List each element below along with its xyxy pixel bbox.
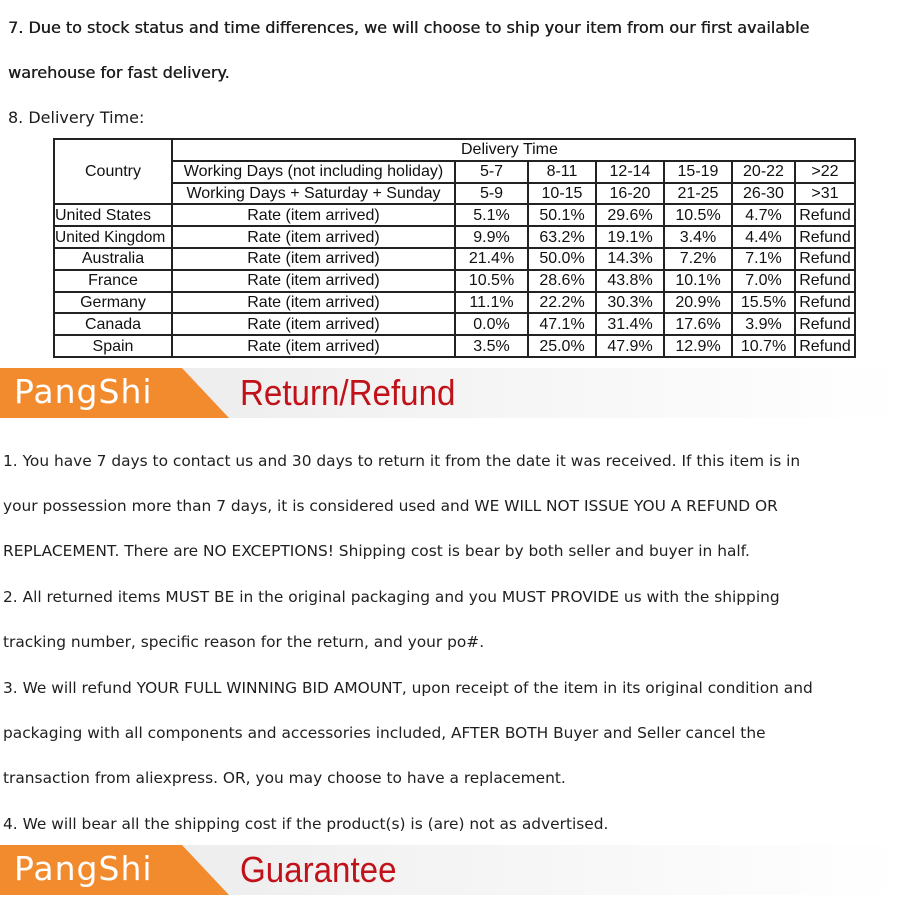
metric-cell: Rate (item arrived) — [172, 292, 455, 314]
table-cell: Refund — [795, 313, 855, 335]
table-cell: 3.9% — [732, 313, 795, 335]
table-cell: 21.4% — [455, 248, 528, 270]
country-cell: United States — [54, 204, 172, 226]
table-cell: Refund — [795, 292, 855, 314]
return-line: 4. We will bear all the shipping cost if the product(s) is (are) not as advertised. — [3, 815, 609, 833]
return-line: tracking number, specific reason for the return, and your po#. — [3, 633, 485, 651]
shipping-paragraph-7-line2: warehouse for fast delivery. — [8, 63, 230, 82]
shipping-paragraph-7-line1: 7. Due to stock status and time differences, we will choose to ship your item from our first available — [8, 18, 810, 37]
return-line: 1. You have 7 days to contact us and 30 days to return it from the date it was received. If this item is in — [3, 452, 801, 470]
table-cell: 15-19 — [664, 161, 732, 183]
table-cell: 19.1% — [596, 226, 664, 248]
table-cell: 11.1% — [455, 292, 528, 314]
table-cell: 4.7% — [732, 204, 795, 226]
country-cell: Spain — [54, 335, 172, 357]
table-cell: 43.8% — [596, 270, 664, 292]
table-cell: 10.1% — [664, 270, 732, 292]
metric-cell: Rate (item arrived) — [172, 204, 455, 226]
country-header: Country — [54, 139, 172, 204]
brand-tag — [0, 368, 232, 418]
table-cell: 16-20 — [596, 183, 664, 205]
table-cell: 50.0% — [528, 248, 596, 270]
table-row — [54, 204, 855, 226]
table-cell: 10.5% — [455, 270, 528, 292]
table-cell: Refund — [795, 270, 855, 292]
table-cell: 5-9 — [455, 183, 528, 205]
table-cell: Refund — [795, 204, 855, 226]
table-cell: >31 — [795, 183, 855, 205]
return-line: 3. We will refund YOUR FULL WINNING BID AMOUNT, upon receipt of the item in its original condition and — [3, 679, 813, 697]
table-cell: 22.2% — [528, 292, 596, 314]
table-cell: 12-14 — [596, 161, 664, 183]
table-row-working-days — [54, 161, 855, 183]
section-heading: Guarantee — [240, 849, 397, 890]
table-cell: 8-11 — [528, 161, 596, 183]
table-row-working-days-weekend — [54, 183, 855, 205]
table-cell: 21-25 — [664, 183, 732, 205]
table-cell: 47.9% — [596, 335, 664, 357]
table-cell: 12.9% — [664, 335, 732, 357]
table-cell: 3.4% — [664, 226, 732, 248]
table-cell: 10.5% — [664, 204, 732, 226]
row-label-working-days: Working Days (not including holiday) — [172, 161, 455, 183]
table-row — [54, 335, 855, 357]
return-line: your possession more than 7 days, it is considered used and WE WILL NOT ISSUE YOU A REFUND OR — [3, 497, 778, 515]
table-cell: 15.5% — [732, 292, 795, 314]
country-cell: United Kingdom — [54, 226, 172, 248]
table-cell: 26-30 — [732, 183, 795, 205]
table-cell: 20.9% — [664, 292, 732, 314]
table-row — [54, 292, 855, 314]
table-cell: 4.4% — [732, 226, 795, 248]
table-cell: 28.6% — [528, 270, 596, 292]
metric-cell: Rate (item arrived) — [172, 226, 455, 248]
delivery-time-title: Delivery Time — [455, 139, 855, 161]
table-cell: 10-15 — [528, 183, 596, 205]
country-cell: Germany — [54, 292, 172, 314]
table-cell: 0.0% — [455, 313, 528, 335]
guarantee-banner — [0, 845, 900, 895]
delivery-time-table — [53, 138, 856, 358]
return-line: 2. All returned items MUST BE in the original packaging and you MUST PROVIDE us with the shipping — [3, 588, 780, 606]
table-cell: 3.5% — [455, 335, 528, 357]
table-row — [54, 313, 855, 335]
table-cell: 7.0% — [732, 270, 795, 292]
table-cell: 20-22 — [732, 161, 795, 183]
brand-name: PangShi — [14, 372, 153, 411]
table-cell: 17.6% — [664, 313, 732, 335]
table-cell: 50.1% — [528, 204, 596, 226]
metric-cell: Rate (item arrived) — [172, 270, 455, 292]
table-row — [54, 270, 855, 292]
table-cell: 25.0% — [528, 335, 596, 357]
country-cell: Canada — [54, 313, 172, 335]
section-heading: Return/Refund — [240, 372, 456, 413]
row-label-working-days-weekend: Working Days + Saturday + Sunday — [172, 183, 455, 205]
return-line: REPLACEMENT. There are NO EXCEPTIONS! Shipping cost is bear by both seller and buyer in half. — [3, 542, 750, 560]
table-cell: 5-7 — [455, 161, 528, 183]
brand-name: PangShi — [14, 849, 153, 888]
table-cell: 10.7% — [732, 335, 795, 357]
table-cell: 30.3% — [596, 292, 664, 314]
table-cell: >22 — [795, 161, 855, 183]
table-row — [54, 248, 855, 270]
table-cell: 5.1% — [455, 204, 528, 226]
table-cell: Refund — [795, 335, 855, 357]
table-cell: 14.3% — [596, 248, 664, 270]
table-cell: 31.4% — [596, 313, 664, 335]
table-cell: 7.2% — [664, 248, 732, 270]
metric-cell: Rate (item arrived) — [172, 248, 455, 270]
country-cell: France — [54, 270, 172, 292]
country-cell: Australia — [54, 248, 172, 270]
metric-cell: Rate (item arrived) — [172, 313, 455, 335]
shipping-paragraph-8: 8. Delivery Time: — [8, 108, 145, 127]
table-cell: 47.1% — [528, 313, 596, 335]
table-cell: 29.6% — [596, 204, 664, 226]
metric-cell: Rate (item arrived) — [172, 335, 455, 357]
table-cell: 9.9% — [455, 226, 528, 248]
table-cell: Refund — [795, 248, 855, 270]
table-row — [54, 226, 855, 248]
return-line: packaging with all components and accessories included, AFTER BOTH Buyer and Seller cancel the — [3, 724, 766, 742]
return-refund-banner — [0, 368, 900, 418]
table-cell: 63.2% — [528, 226, 596, 248]
table-cell: 7.1% — [732, 248, 795, 270]
table-cell: Refund — [795, 226, 855, 248]
return-line: transaction from aliexpress. OR, you may choose to have a replacement. — [3, 769, 566, 787]
brand-tag — [0, 845, 232, 895]
